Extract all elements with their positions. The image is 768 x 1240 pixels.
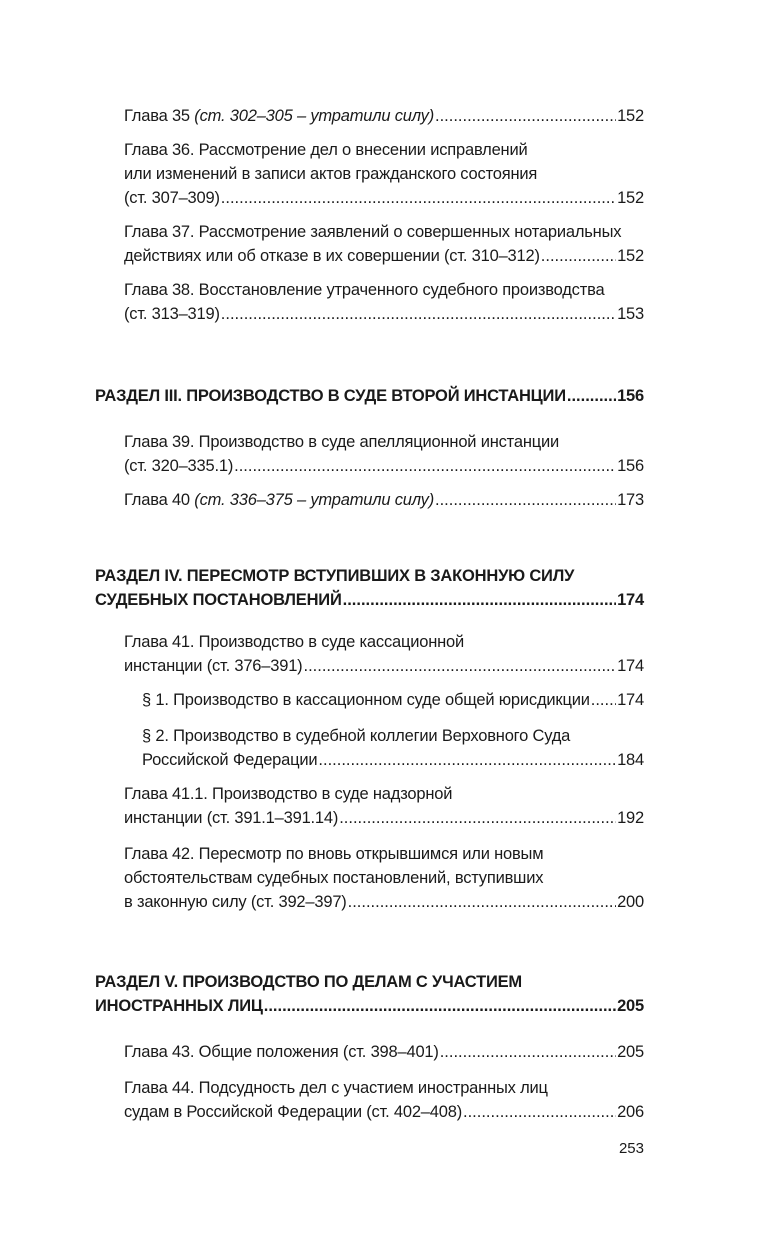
leader-dots xyxy=(234,454,616,478)
toc-entry-chapter-35 xyxy=(124,104,644,128)
entry-line: обстоятельствам судебных постановлений, вступивших xyxy=(124,869,544,887)
entry-line: инстанции (ст. 391.1–391.14) xyxy=(124,809,339,827)
page-number: 156 xyxy=(617,387,644,405)
toc-entry-paragraph-2 xyxy=(142,724,644,772)
leader-dots xyxy=(348,890,616,914)
toc-entry-chapter-43 xyxy=(124,1040,644,1064)
leader-dots xyxy=(221,302,616,326)
page-number: 174 xyxy=(617,691,644,709)
leader-dots xyxy=(440,1040,616,1064)
leader-dots xyxy=(339,806,616,830)
entry-line: Глава 36. Рассмотрение дел о внесении исправлений xyxy=(124,141,528,159)
chapter-title: (ст. 302–305 – утратили силу) xyxy=(194,107,434,125)
entry-line: в законную силу (ст. 392–397) xyxy=(124,893,347,911)
chapter-label: Глава 40 xyxy=(124,491,195,509)
section-title: РАЗДЕЛ IV. ПЕРЕСМОТР ВСТУПИВШИХ В ЗАКОННУЮ СИЛУ xyxy=(95,567,575,585)
page-number: 205 xyxy=(617,997,644,1015)
toc-entry-chapter-38 xyxy=(124,278,644,326)
toc-entry-chapter-41-1 xyxy=(124,782,644,830)
toc-entry-chapter-44 xyxy=(124,1076,644,1124)
entry-line: Глава 38. Восстановление утраченного судебного производства xyxy=(124,281,605,299)
page-number: 200 xyxy=(617,893,644,911)
toc-entry-chapter-42 xyxy=(124,842,644,914)
page-number: 184 xyxy=(617,751,644,769)
folio-page-number: 253 xyxy=(618,1140,644,1157)
toc-entry-paragraph-1 xyxy=(142,688,644,712)
entry-line: или изменений в записи актов гражданского состояния xyxy=(124,165,538,183)
toc-entry-chapter-41 xyxy=(124,630,644,678)
page-number: 192 xyxy=(617,809,644,827)
leader-dots xyxy=(541,244,616,268)
entry-line: Глава 42. Пересмотр по вновь открывшимся или новым xyxy=(124,845,544,863)
page-number: 174 xyxy=(617,591,644,609)
leader-dots xyxy=(318,748,616,772)
entry-line: действиях или об отказе в их совершении (ст. 310–312) xyxy=(124,247,540,265)
entry-line: судам в Российской Федерации (ст. 402–408) xyxy=(124,1103,463,1121)
section-title-cont: СУДЕБНЫХ ПОСТАНОВЛЕНИЙ xyxy=(95,591,342,609)
page-number: 153 xyxy=(617,305,644,323)
entry-line: Российской Федерации xyxy=(142,751,318,769)
section-title-cont: ИНОСТРАННЫХ ЛИЦ xyxy=(95,997,263,1015)
page-number: 152 xyxy=(617,247,644,265)
page-number: 205 xyxy=(617,1043,644,1061)
page-number: 152 xyxy=(617,107,644,125)
leader-dots xyxy=(591,688,616,712)
entry-line: Глава 37. Рассмотрение заявлений о совершенных нотариальных xyxy=(124,223,622,241)
toc-entry-section-4 xyxy=(95,564,644,612)
leader-dots xyxy=(435,488,616,512)
page-number: 156 xyxy=(617,457,644,475)
leader-dots xyxy=(264,994,616,1018)
entry-line: § 1. Производство в кассационном суде общей юрисдикции xyxy=(142,691,590,709)
entry-line: Глава 39. Производство в суде апелляционной инстанции xyxy=(124,433,560,451)
leader-dots xyxy=(221,186,616,210)
page-number: 174 xyxy=(617,657,644,675)
toc-entry-chapter-37 xyxy=(124,220,644,268)
page-number: 206 xyxy=(617,1103,644,1121)
toc-entry-chapter-36 xyxy=(124,138,644,210)
section-title: РАЗДЕЛ V. ПРОИЗВОДСТВО ПО ДЕЛАМ С УЧАСТИЕМ xyxy=(95,973,522,991)
entry-line: (ст. 313–319) xyxy=(124,305,220,323)
entry-line: Глава 44. Подсудность дел с участием иностранных лиц xyxy=(124,1079,548,1097)
section-title: РАЗДЕЛ III. ПРОИЗВОДСТВО В СУДЕ ВТОРОЙ ИНСТАНЦИИ xyxy=(95,387,566,405)
leader-dots xyxy=(463,1100,616,1124)
entry-line: инстанции (ст. 376–391) xyxy=(124,657,303,675)
entry-line: Глава 43. Общие положения (ст. 398–401) xyxy=(124,1043,439,1061)
leader-dots xyxy=(567,384,616,408)
toc-entry-section-5 xyxy=(95,970,644,1018)
entry-line: (ст. 320–335.1) xyxy=(124,457,234,475)
leader-dots xyxy=(435,104,616,128)
leader-dots xyxy=(343,588,616,612)
entry-line: § 2. Производство в судебной коллегии Верховного Суда xyxy=(142,727,571,745)
entry-line: (ст. 307–309) xyxy=(124,189,220,207)
toc-entry-section-3 xyxy=(95,384,644,408)
chapter-label: Глава 35 xyxy=(124,107,195,125)
toc-entry-chapter-40 xyxy=(124,488,644,512)
page-number: 152 xyxy=(617,189,644,207)
leader-dots xyxy=(303,654,616,678)
entry-line: Глава 41. Производство в суде кассационной xyxy=(124,633,465,651)
chapter-title: (ст. 336–375 – утратили силу) xyxy=(194,491,434,509)
entry-line: Глава 41.1. Производство в суде надзорной xyxy=(124,785,453,803)
page-number: 173 xyxy=(617,491,644,509)
toc-entry-chapter-39 xyxy=(124,430,644,478)
